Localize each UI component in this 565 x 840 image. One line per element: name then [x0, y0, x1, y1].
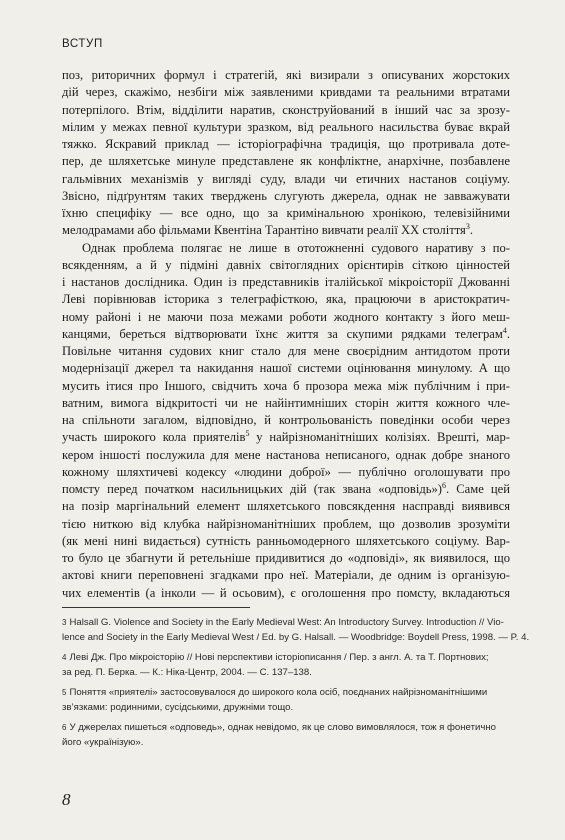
footnote-number: 5 [62, 688, 67, 697]
text-line: на спільноти загалом, відповідно, й контрольованість поведінки особи через [62, 413, 510, 427]
footnote-4 [62, 650, 510, 680]
text-line: мілим у межах певної культури зразком, від реального насильства буває вкрай [62, 119, 510, 134]
footnote-ref-6[interactable]: 6 [442, 480, 446, 490]
text-line: і настанов дослідника. Один із представників італійської мікроісторії Джованні [62, 275, 510, 289]
running-head: ВСТУП [62, 38, 103, 50]
text-line: потерпілого. Втім, відділити наратив, сконструйований в інший час за зрозу- [62, 102, 510, 117]
footnote-line [62, 720, 510, 735]
footnote-line [62, 650, 510, 665]
footnote-text: Поняття «приятелі» застосовувалося до широкого кола осіб, поєднаних найрізноманітнішими [69, 687, 488, 698]
footnote-line [62, 615, 510, 630]
text-line: Леві порівнював історика з телеграфісткою, яка, працюючи в аристократич- [62, 292, 510, 307]
footnote-6 [62, 720, 510, 750]
text-line: тяжко. Яскравий приклад — історіографічна традиція, що протривала доте- [62, 137, 510, 151]
footnote-ref-4[interactable]: 4 [502, 325, 507, 335]
text-line: дій через, скажімо, незбіги між заявленими кривдами та реальними втратами [62, 85, 510, 100]
footnote-number: 4 [62, 653, 67, 662]
text-line: на позір маргінальний елемент шляхетського повсякдення насправді виявився [62, 499, 510, 514]
text-line: чих елементів (а інколи — й осьовим), є оголошення про помсту, вкладаються [62, 585, 510, 600]
text-line: мелодрамами або фільмами Квентіна Тарантіно вивчати реалії XX століття$^3$. [62, 222, 474, 238]
page-number: 8 [62, 790, 71, 809]
footnote-number: 6 [62, 723, 67, 732]
footnote-line: зв’язками: родинними, сусідськими, дружніми тощо. [62, 702, 294, 713]
body-text [62, 67, 510, 602]
text-line: Повільне читання судових книг стало для мене своєрідним антидотом проти [62, 344, 510, 358]
text-segment: у найрізноманітніших колізіях. Врешті, мар- [249, 430, 510, 445]
text-line [62, 481, 510, 498]
text-line: поз, риторичних формул і стратегій, які визирали з описуваних жорстоких [62, 68, 510, 82]
text-line: ному районі і не маючи поза межами роботи жодного контакту з його меш- [62, 309, 510, 324]
text-line: кожному шляхтичеві кодексу «людини доброї» — публічно оголошувати про [62, 464, 510, 479]
paragraph-2 [62, 240, 510, 602]
footnote-text: У джерелах пишеться «одповедь», однак невідомо, як це слово вимовлялося, тож я фонетично [69, 722, 496, 733]
text-line: то було це збагнути й ретельніше придивитися до «одповіді», як виявилося, що [62, 551, 510, 565]
text-line: всякденням, а й у підміні давніх світоглядних орієнтирів сіткою цінностей [62, 257, 510, 272]
text-line: Однак проблема полягає не лише в ототожненні судового наративу з по- [82, 240, 510, 255]
footnote-number: 3 [62, 618, 67, 627]
text-segment: мелодрамами або фільмами Квентіна Тарантіно вивчати реалії XX століття [62, 223, 466, 238]
footnote-line: lence and Society in the Early Medieval West / Ed. by G. Halsall. — Woodbridge: Boydell Press, 1998. — P. 4. [62, 632, 530, 643]
text-line: (як мені нині видається) сутність ранньомодерного шляхетського соціуму. Вар- [62, 533, 510, 548]
footnote-text: Леві Дж. Про мікроісторію // Нові перспективи історіописання / Пер. з англ. А. та Т. Портнових; [69, 652, 489, 663]
footnote-ref-5[interactable]: 5 [245, 429, 250, 439]
text-line: їхню специфіку — все одно, що за кримінальною хронікою, телевізійними [62, 206, 510, 220]
paragraph-1 [62, 67, 510, 240]
footnote-line [62, 685, 510, 700]
text-line: ватним, вимога відкритості чи не найінтимніших сторін життя кожного чле- [62, 395, 510, 410]
footnote-line: за ред. П. Берка. — К.: Ніка-Центр, 2004. — С. 137–138. [62, 667, 312, 678]
footnotes [62, 615, 530, 755]
text-line: актові книги переповнені згадками про неї. Матеріали, де одним із організую- [62, 568, 510, 583]
footnote-line: його «українізую». [62, 737, 144, 748]
text-line: канцями, береться відтворювати їхнє життя за скупими рядками телеграм$^4$. [62, 325, 510, 341]
text-segment: участь широкого кола приятелів [62, 430, 246, 445]
text-line: тією ниткою від клубка найрізноманітніших проблем, що дозволив зрозуміти [62, 516, 510, 531]
footnote-text: Halsall G. Violence and Society in the Early Medieval West: An Introductory Survey. Introduction // Vio- [69, 617, 504, 628]
text-segment: канцями, береться відтворювати їхнє життя за скупими рядками телеграм [62, 326, 503, 341]
text-segment: помсту перед початком насильницьких дій (так звана «одповідь») [62, 482, 442, 496]
text-line [62, 429, 510, 446]
text-line: кером іншості послужила для мене настанова неписаного, однак добре знаного [62, 447, 510, 462]
text-line: гальмівних механізмів у вигляді суду, влади чи етичних настанов соціуму. [62, 171, 510, 186]
text-line: модернізації джерел та накидання нашої системи оцінювання минулому. А що [62, 361, 510, 376]
footnote-5 [62, 685, 510, 715]
text-line: пер, де шляхетське минуле представлене як конфліктне, анархічне, позбавлене [62, 154, 510, 169]
footnote-divider [62, 607, 250, 608]
text-line: Звісно, підґрунтям таких тверджень слугують джерела, однак не завважувати [62, 188, 510, 203]
footnote-ref-3[interactable]: 3 [465, 222, 470, 232]
footnote-3 [62, 615, 530, 645]
text-segment: . Саме цей [446, 482, 510, 496]
text-line: мусить ітися про Іншого, свідчить хоча б прозора межа між публічним і при- [62, 378, 510, 393]
